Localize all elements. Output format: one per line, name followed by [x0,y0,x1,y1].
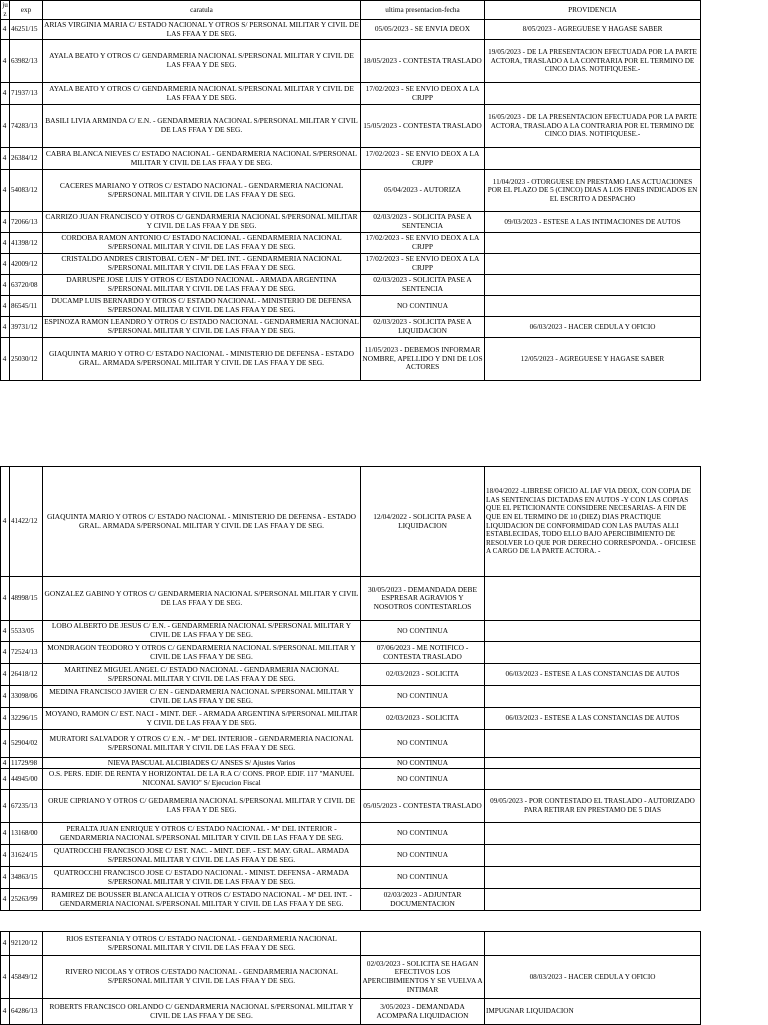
cell-expediente: 63720/08 [10,275,43,296]
header-row [1,1,701,20]
cell-juzgado: 4 [1,686,10,708]
cell-juzgado: 4 [1,148,10,170]
cell-providencia [485,823,701,845]
cell-ultima-presentacion: 02/03/2023 - SOLICITA PASE A LIQUIDACION [361,317,485,338]
cell-expediente: 46251/15 [10,20,43,40]
table-row [1,932,701,956]
cell-ultima-presentacion: 02/03/2023 - SOLICITA [361,708,485,730]
cell-providencia: 06/03/2023 - ESTESE A LAS CONSTANCIAS DE AUTOS [485,708,701,730]
cell-expediente: 34863/15 [10,867,43,889]
cell-providencia [485,758,701,769]
cell-expediente: 64286/13 [10,999,43,1025]
cell-ultima-presentacion: NO CONTINUA [361,686,485,708]
table-row [1,170,701,212]
cell-juzgado: 4 [1,758,10,769]
cell-caratula: CACERES MARIANO Y OTROS C/ ESTADO NACIONAL - GENDARMERIA NACIONAL S/PERSONAL MILITAR Y CIVIL DE LAS FFAA Y DE SEG. [43,170,361,212]
cell-providencia: 16/05/2023 - DE LA PRESENTACION EFECTUADA POR LA PARTE ACTORA, TRASLADO A LA CONTRARIA POR EL TERMINO DE CINCO DIAS. NOTIFIQUESE.- [485,105,701,148]
cell-providencia [485,769,701,790]
cell-expediente: 92120/12 [10,932,43,956]
cell-caratula: GONZALEZ GABINO Y OTROS C/ GENDARMERIA NACIONAL S/PERSONAL MILITAR Y CIVIL DE LAS FFAA Y DE SEG. [43,577,361,621]
table-row [1,956,701,999]
cell-providencia [485,642,701,664]
cell-caratula: BASILI LIVIA ARMINDA C/ E.N. - GENDARMERIA NACIONAL S/PERSONAL MILITAR Y CIVIL DE LAS FFAA Y DE SEG. [43,105,361,148]
cell-caratula: ESPINOZA RAMON LEANDRO Y OTROS C/ ESTADO NACIONAL - GENDARMERIA NACIONAL S/PERSONAL MILITAR Y CIVIL DE LAS FFAA Y DE SEG. [43,317,361,338]
table-row [1,823,701,845]
cell-juzgado: 4 [1,296,10,317]
cell-juzgado: 4 [1,20,10,40]
cell-caratula: CABRA BLANCA NIEVES C/ ESTADO NACIONAL - GENDARMERIA NACIONAL S/PERSONAL MILITAR Y CIVIL DE LAS FFAA Y DE SEG. [43,148,361,170]
table-row [1,83,701,105]
cell-ultima-presentacion [361,932,485,956]
table-row [1,338,701,381]
cell-juzgado: 4 [1,275,10,296]
cell-juzgado: 4 [1,889,10,911]
cell-providencia: 18/04/2022 -LIBRESE OFICIO AL IAF VIA DEOX, CON COPIA DE LAS SENTENCIAS DICTADAS EN AUTOS -Y CON LAS COPIAS QUE EL PETICIONANTE CONSIDERE NECESARIAS- A FIN DE QUE EN EL TERMINO DE 10 (DIEZ) DIAS PRACTIQUE LIQUIDACION DE CONFORMIDAD CON LAS PAUTAS ALLI ESTABLECIDAS, TODO ELLO BAJO APERCIBIMIENTO DE RESOLVER LO QUE POR DERECHO CORRESPONDA. - OFICIESE A CARGO DE LA PARTE ACTORA. - [485,467,701,577]
cell-ultima-presentacion: 18/05/2023 - CONTESTA TRASLADO [361,40,485,83]
cell-providencia [485,577,701,621]
cell-juzgado: 4 [1,212,10,233]
cell-caratula: CRISTALDO ANDRES CRISTOBAL C/EN - Mº DEL INT. - GENDARMERIA NACIONAL S/PERSONAL MILITAR Y CIVIL DE LAS FFAA Y DE SEG. [43,254,361,275]
cell-providencia: IMPUGNAR LIQUIDACION [485,999,701,1025]
cell-juzgado: 4 [1,845,10,867]
cell-ultima-presentacion: 17/02/2023 - SE ENVIO DEOX A LA CRJPP [361,83,485,105]
cell-ultima-presentacion: 12/04/2022 - SOLICITA PASE A LIQUIDACION [361,467,485,577]
cell-expediente: 41422/12 [10,467,43,577]
header-exp: exp [10,1,43,20]
cell-expediente: 33098/06 [10,686,43,708]
cell-juzgado: 4 [1,867,10,889]
cell-caratula: MOYANO, RAMON C/ EST. NACI - MINT. DEF. - ARMADA ARGENTINA S/PERSONAL MILITAR Y CIVIL DE LAS FFAA Y DE SEG. [43,708,361,730]
cell-caratula: QUATROCCHI FRANCISCO JOSE C/ ESTADO NACIONAL - MINIST. DEFENSA - ARMADA S/PERSONAL MILITAR Y CIVIL DE LAS FFAA Y DE SEG. [43,867,361,889]
cell-expediente: 71937/13 [10,83,43,105]
cell-expediente: 11729/98 [10,758,43,769]
cell-providencia [485,275,701,296]
cell-ultima-presentacion: 02/03/2023 - SOLICITA SE HAGAN EFECTIVOS LOS APERCIBIMIENTOS Y SE VUELVA A INTIMAR [361,956,485,999]
cell-expediente: 67235/13 [10,790,43,823]
cell-ultima-presentacion: 07/06/2023 - ME NOTIFICO - CONTESTA TRASLADO [361,642,485,664]
cell-juzgado: 4 [1,769,10,790]
table-row [1,790,701,823]
cell-ultima-presentacion: 05/05/2023 - SE ENVIA DEOX [361,20,485,40]
cell-ultima-presentacion: 17/02/2023 - SE ENVIO DEOX A LA CRJPP [361,233,485,254]
cell-expediente: 5533/05 [10,621,43,642]
cell-providencia [485,148,701,170]
cell-juzgado: 4 [1,790,10,823]
table-row [1,889,701,911]
cell-caratula: GIAQUINTA MARIO Y OTROS C/ ESTADO NACIONAL - MINISTERIO DE DEFENSA - ESTADO GRAL. ARMADA S/PERSONAL MILITAR Y CIVIL DE LAS FFAA Y DE SEG. [43,467,361,577]
cell-caratula: LOBO ALBERTO DE JESUS C/ E.N. - GENDARMERIA NACIONAL S/PERSONAL MILITAR Y CIVIL DE LAS FFAA Y DE SEG. [43,621,361,642]
cell-caratula: MEDINA FRANCISCO JAVIER C/ EN - GENDARMERIA NACIONAL S/PERSONAL MILITAR Y CIVIL DE LAS FFAA Y DE SEG. [43,686,361,708]
cell-providencia [485,296,701,317]
cell-juzgado: 4 [1,233,10,254]
table-row [1,642,701,664]
cell-providencia [485,889,701,911]
cell-caratula: PERALTA JUAN ENRIQUE Y OTROS C/ ESTADO NACIONAL - Mº DEL INTERIOR - GENDARMERIA NACIONAL S/PERSONAL MILITAR Y CIVIL DE LAS FFAA Y DE SEG. [43,823,361,845]
cell-ultima-presentacion: NO CONTINUA [361,758,485,769]
cell-providencia [485,932,701,956]
table-row [1,664,701,686]
cell-ultima-presentacion: 17/02/2023 - SE ENVIO DEOX A LA CRJPP [361,148,485,170]
cell-juzgado: 4 [1,577,10,621]
cell-expediente: 72524/13 [10,642,43,664]
cell-providencia [485,845,701,867]
cell-expediente: 41398/12 [10,233,43,254]
cell-expediente: 86545/11 [10,296,43,317]
cell-caratula: MONDRAGON TEODORO Y OTROS C/ GENDARMERIA NACIONAL S/PERSONAL MILITAR Y CIVIL DE LAS FFAA Y DE SEG. [43,642,361,664]
cell-juzgado: 4 [1,83,10,105]
cell-providencia: 09/03/2023 - ESTESE A LAS INTIMACIONES DE AUTOS [485,212,701,233]
table-row [1,40,701,83]
cell-juzgado: 4 [1,467,10,577]
cell-juzgado: 4 [1,338,10,381]
cell-caratula: ORUE CIPRIANO Y OTROS C/ GEDARMERIA NACIONAL S/PERSONAL MILITAR Y CIVIL DE LAS FFAA Y DE SEG. [43,790,361,823]
cell-expediente: 31624/15 [10,845,43,867]
cell-ultima-presentacion: 15/05/2023 - CONTESTA TRASLADO [361,105,485,148]
cell-expediente: 45849/12 [10,956,43,999]
cell-caratula: CORDOBA RAMON ANTONIO C/ ESTADO NACIONAL - GENDARMERIA NACIONAL S/PERSONAL MILITAR Y CIVIL DE LAS FFAA Y DE SEG. [43,233,361,254]
cell-ultima-presentacion: NO CONTINUA [361,730,485,758]
cell-providencia: 11/04/2023 - OTORGUESE EN PRESTAMO LAS ACTUACIONES POR EL PLAZO DE 5 (CINCO) DIAS A LOS FINES INDICADOS EN EL ESCRITO A DESPACHO [485,170,701,212]
table-row [1,577,701,621]
header-ultima-presentacion: ultima presentacion-fecha [361,1,485,20]
cell-providencia [485,621,701,642]
cell-providencia: 8/05/2023 - AGREGUESE Y HAGASE SABER [485,20,701,40]
table-row [1,730,701,758]
table-row [1,621,701,642]
cell-providencia: 09/05/2023 - POR CONTESTADO EL TRASLADO - AUTORIZADO PARA RETIRAR EN PRESTAMO DE 5 DIAS [485,790,701,823]
table-row [1,275,701,296]
cell-juzgado: 4 [1,254,10,275]
cell-ultima-presentacion: 05/05/2023 - CONTESTA TRASLADO [361,790,485,823]
cell-expediente: 13168/00 [10,823,43,845]
cell-caratula: DARRUSPE JOSE LUIS Y OTROS C/ ESTADO NACIONAL - ARMADA ARGENTINA S/PERSONAL MILITAR Y CIVIL DE LAS FFAA Y DE SEG. [43,275,361,296]
cell-ultima-presentacion: NO CONTINUA [361,845,485,867]
cell-ultima-presentacion: 05/04/2023 - AUTORIZA [361,170,485,212]
cell-ultima-presentacion: 11/05/2023 - DEBEMOS INFORMAR NOMBRE, APELLIDO Y DNI DE LOS ACTORES [361,338,485,381]
cell-caratula: DUCAMP LUIS BERNARDO Y OTROS C/ ESTADO NACIONAL - MINISTERIO DE DEFENSA S/PERSONAL MILITAR Y CIVIL DE LAS FFAA Y DE SEG. [43,296,361,317]
cases-table-1 [0,0,701,381]
header-providencia: PROVIDENCIA [485,1,701,20]
cell-ultima-presentacion: NO CONTINUA [361,769,485,790]
cell-juzgado: 4 [1,664,10,686]
cell-providencia: 08/03/2023 - HACER CEDULA Y OFICIO [485,956,701,999]
table-row [1,867,701,889]
header-caratula: caratula [43,1,361,20]
table-row [1,686,701,708]
cell-juzgado: 4 [1,40,10,83]
cell-expediente: 25263/99 [10,889,43,911]
cell-juzgado: 4 [1,317,10,338]
cell-expediente: 52904/02 [10,730,43,758]
cell-caratula: AYALA BEATO Y OTROS C/ GENDARMERIA NACIONAL S/PERSONAL MILITAR Y CIVIL DE LAS FFAA Y DE SEG. [43,40,361,83]
cell-juzgado: 4 [1,730,10,758]
table-row [1,212,701,233]
cell-expediente: 72066/13 [10,212,43,233]
table-row [1,758,701,769]
cell-juzgado: 4 [1,999,10,1025]
cell-expediente: 25030/12 [10,338,43,381]
table-row [1,999,701,1025]
cell-providencia [485,867,701,889]
cell-providencia [485,686,701,708]
cell-caratula: GIAQUINTA MARIO Y OTRO C/ ESTADO NACIONAL - MINISTERIO DE DEFENSA - ESTADO GRAL. ARMADA S/PERSONAL MILITAR Y CIVIL DE LAS FFAA Y DE SEG. [43,338,361,381]
cell-juzgado: 4 [1,621,10,642]
cell-caratula: NIEVA PASCUAL ALCIBIADES C/ ANSES S/ Ajustes Varios [43,758,361,769]
cell-expediente: 74283/13 [10,105,43,148]
cell-juzgado: 4 [1,932,10,956]
cases-table-3 [0,931,701,1025]
cell-expediente: 39731/12 [10,317,43,338]
table-row [1,845,701,867]
cell-expediente: 54083/12 [10,170,43,212]
table-row [1,20,701,40]
cell-providencia: 06/03/2023 - HACER CEDULA Y OFICIO [485,317,701,338]
cell-ultima-presentacion: 30/05/2023 - DEMANDADA DEBE ESPRESAR AGRAVIOS Y NOSOTROS CONTESTARLOS [361,577,485,621]
cell-ultima-presentacion: NO CONTINUA [361,867,485,889]
cell-caratula: RIVERO NICOLAS Y OTROS C/ESTADO NACIONAL - GENDARMERIA NACIONAL S/PERSONAL MILITAR Y CIVIL DE LAS FFAA Y DE SEG. [43,956,361,999]
cell-providencia [485,83,701,105]
cell-providencia [485,233,701,254]
table-row [1,296,701,317]
cell-caratula: ARIAS VIRGINIA MARIA C/ ESTADO NACIONAL Y OTROS S/ PERSONAL MILITAR Y CIVIL DE LAS FFAA Y DE SEG. [44,19,359,38]
cell-ultima-presentacion: 02/03/2023 - ADJUNTAR DOCUMENTACION [361,889,485,911]
cell-ultima-presentacion: 17/02/2023 - SE ENVIO DEOX A LA CRJPP [361,254,485,275]
cell-ultima-presentacion: 02/03/2023 - SOLICITA [361,664,485,686]
cell-juzgado: 4 [1,642,10,664]
cell-ultima-presentacion: 02/03/2023 - SOLICITA PASE A SENTENCIA [361,212,485,233]
cell-expediente: 44945/00 [10,769,43,790]
cell-providencia: 12/05/2023 - AGREGUESE Y HAGASE SABER [485,338,701,381]
cell-expediente: 42009/12 [10,254,43,275]
cell-ultima-presentacion: 3/05/2023 - DEMANDADA ACOMPAÑA LIQUIDACION [361,999,485,1025]
cell-expediente: 26418/12 [10,664,43,686]
cell-caratula: CARRIZO JUAN FRANCISCO Y OTROS C/ GENDARMERIA NACIONAL S/PERSONAL MILITAR Y CIVIL DE LAS FFAA Y DE SEG. [43,212,361,233]
cell-ultima-presentacion: NO CONTINUA [361,621,485,642]
cell-expediente: 48998/15 [10,577,43,621]
cell-caratula: ROBERTS FRANCISCO ORLANDO C/ GENDARMERIA NACIONAL S/PERSONAL MILITAR Y CIVIL DE LAS FFAA Y DE SEG. [43,999,361,1025]
cell-caratula: MARTINEZ MIGUEL ANGEL C/ ESTADO NACIONAL - GENDARMERIA NACIONAL S/PERSONAL MILITAR Y CIVIL DE LAS FFAA Y DE SEG. [43,664,361,686]
table-row [1,708,701,730]
cell-caratula: AYALA BEATO Y OTROS C/ GENDARMERIA NACIONAL S/PERSONAL MILITAR Y CIVIL DE LAS FFAA Y DE SEG. [43,83,361,105]
cell-juzgado: 4 [1,708,10,730]
cell-juzgado: 4 [1,823,10,845]
table-row [1,233,701,254]
cell-ultima-presentacion: NO CONTINUA [361,296,485,317]
cell-expediente: 32296/15 [10,708,43,730]
cases-table-2 [0,466,701,911]
cell-caratula: QUATROCCHI FRANCISCO JOSE C/ EST. NAC. - MINT. DEF. - EST. MAY. GRAL. ARMADA S/PERSONAL MILITAR Y CIVIL DE LAS FFAA Y DE SEG. [43,845,361,867]
header-juz: juz [2,1,8,18]
cell-juzgado: 4 [1,105,10,148]
cell-caratula: RIOS ESTEFANIA Y OTROS C/ ESTADO NACIONAL - GENDARMERIA NACIONAL S/PERSONAL MILITAR Y CIVIL DE LAS FFAA Y DE SEG. [43,932,361,956]
table-row [1,148,701,170]
cell-ultima-presentacion: 02/03/2023 - SOLICITA PASE A SENTENCIA [361,275,485,296]
cell-caratula: O.S. PERS. EDIF. DE RENTA Y HORIZONTAL DE LA R.A C/ CONS. PROP. EDIF. 117 "MANUEL NICONAL SAVIO" S/ Ejecucion Fiscal [43,769,361,790]
cell-providencia [485,730,701,758]
cell-providencia: 19/05/2023 - DE LA PRESENTACION EFECTUADA POR LA PARTE ACTORA, TRASLADO A LA CONTRARIA POR EL TERMINO DE CINCO DIAS. NOTIFIQUESE.- [485,40,701,83]
cell-juzgado: 4 [1,170,10,212]
table-row [1,467,701,577]
cell-caratula: MURATORI SALVADOR Y OTROS C/ E.N. - Mº DEL INTERIOR - GENDARMERIA NACIONAL S/PERSONAL MILITAR Y CIVIL DE LAS FFAA Y DE SEG. [43,730,361,758]
table-row [1,317,701,338]
cell-expediente: 63982/13 [10,40,43,83]
table-row [1,105,701,148]
cell-ultima-presentacion: NO CONTINUA [361,823,485,845]
cell-providencia: 06/03/2023 - ESTESE A LAS CONSTANCIAS DE AUTOS [485,664,701,686]
cell-juzgado: 4 [1,956,10,999]
cell-providencia [485,254,701,275]
cell-caratula: RAMIREZ DE BOUSSER BLANCA ALICIA Y OTROS C/ ESTADO NACIONAL - Mº DEL INT. - GENDARMERIA NACIONAL S/PERSONAL MILITAR Y CIVIL DE LAS FFAA Y DE SEG. [43,889,361,911]
table-row [1,769,701,790]
cell-expediente: 26384/12 [10,148,43,170]
table-row [1,254,701,275]
